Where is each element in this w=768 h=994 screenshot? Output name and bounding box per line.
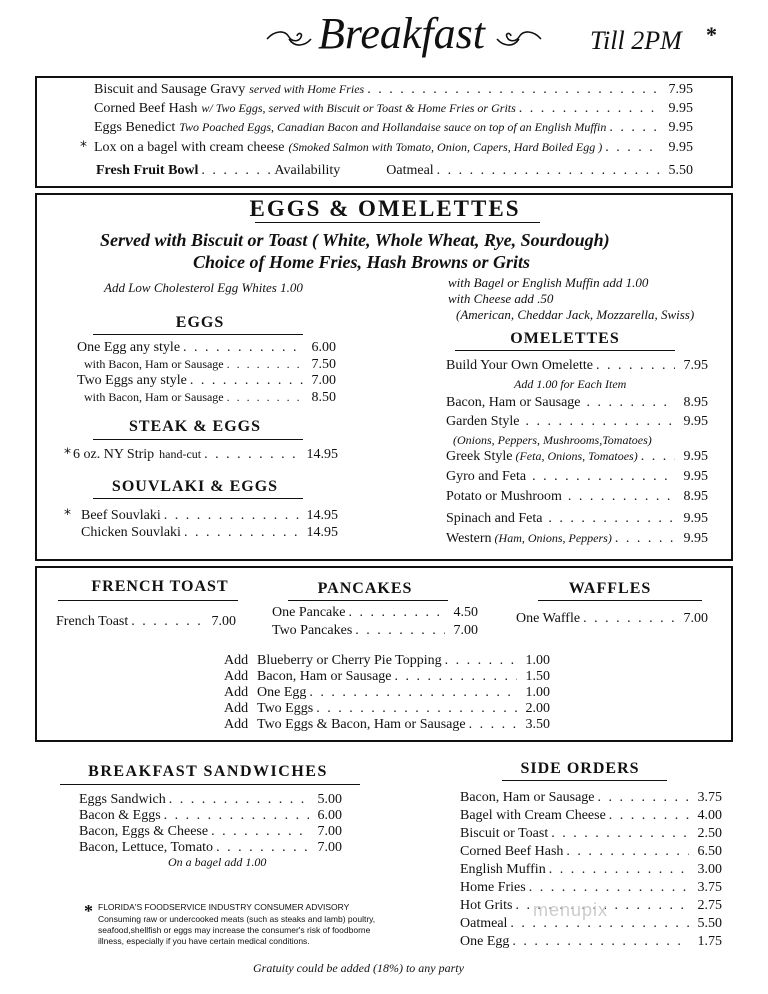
side-dots [598,790,689,806]
side-price: 3.00 [697,862,722,877]
special-dots [605,140,660,156]
special-item [80,120,693,136]
omelette-price: 9.95 [683,469,708,484]
side-orders-title: SIDE ORDERS [520,760,640,777]
sandwich-dots [169,792,309,808]
omelette-price: 8.95 [683,489,708,504]
fruit-bowl-label: Fresh Fruit Bowl [96,163,199,178]
souvlaki-title: SOUVLAKI & EGGS [111,478,279,495]
addon-name: Bacon, Ham or Sausage [257,669,392,684]
pancake-dots [355,623,445,639]
side-name: One Egg [460,934,510,949]
addon-item [224,717,550,733]
sandwich-name: Bacon & Eggs [79,808,161,823]
addon-name: Blueberry or Cherry Pie Topping [257,653,442,668]
omelette-item [446,511,708,527]
addon-label: Add [224,685,249,700]
egg-item-price: 7.00 [311,373,336,388]
special-name: Lox on a bagel with cream cheese [94,140,285,155]
omelette-build [446,358,708,374]
egg-item-dots [227,357,303,372]
side-orders-underline [502,780,667,781]
souvlaki-item [64,507,338,524]
addon-label: Add [224,701,249,716]
addon-price: 1.00 [525,653,550,668]
side-item [460,826,722,842]
side-name: English Muffin [460,862,546,877]
sandwich-item [79,824,342,840]
addon-label: Add [224,669,249,684]
souvlaki-dots [184,525,304,541]
side-name: Oatmeal [460,916,508,931]
omelette-dots [587,395,675,411]
side-dots [549,862,689,878]
special-price: 7.95 [668,82,693,97]
steak-cut: hand-cut [159,447,202,461]
special-dots [519,101,660,117]
side-price: 2.50 [697,826,722,841]
side-price: 5.50 [697,916,722,931]
egg-item-price: 6.00 [311,340,336,355]
omelette-name: Western [446,531,492,546]
souvlaki-name: Beef Souvlaki [81,508,161,523]
oatmeal-dots [437,163,660,179]
omelette-name: Gyro and Feta [446,469,527,484]
side-name: Home Fries [460,880,526,895]
pancakes-underline [288,600,448,601]
special-price: 9.95 [668,140,693,155]
served-with-line: Served with Biscuit or Toast ( White, Whole Wheat, Rye, Sourdough) [100,230,610,250]
pancake-name: One Pancake [272,605,346,620]
egg-item-name: with Bacon, Ham or Sausage [84,357,224,371]
egg-item-name: Two Eggs any style [77,373,187,388]
souvlaki-price: 14.95 [306,525,338,540]
cheese-types-note: (American, Cheddar Jack, Mozzarella, Swiss) [456,307,695,322]
hours-label: Till 2PM [590,26,682,55]
egg-item [77,373,336,389]
addon-dots [469,717,517,733]
omelette-desc: (Ham, Onions, Peppers) [494,531,612,545]
omelette-dots [641,449,675,465]
addon-price: 3.50 [525,717,550,732]
addon-label: Add [224,717,249,732]
special-desc: (Smoked Salmon with Tomato, Onion, Capers, Hard Boiled Egg ) [288,140,603,154]
side-item [460,808,722,824]
pancake-dots [348,605,445,621]
sandwich-dots [216,840,309,856]
addon-price: 2.00 [525,701,550,716]
addon-name: Two Eggs & Bacon, Ham or Sausage [257,717,466,732]
souvlaki-item [64,525,338,541]
egg-item [84,357,336,373]
sandwich-dots [211,824,309,840]
souvlaki-star: * [64,507,71,523]
waffles-underline [538,600,702,601]
sandwich-dots [164,808,309,824]
omelette-name: Garden Style [446,414,520,429]
special-desc: served with Home Fries [249,82,365,96]
steak-price: 14.95 [306,447,338,462]
omelette-price: 9.95 [683,414,708,429]
french-toast-item [56,614,236,630]
special-item [80,82,693,98]
special-desc: w/ Two Eggs, served with Biscuit or Toast & Home Fries or Grits [201,101,516,115]
side-name: Hot Grits [460,898,513,913]
souvlaki-price: 14.95 [306,508,338,523]
sandwich-price: 7.00 [317,840,342,855]
omelette-price: 9.95 [683,449,708,464]
souvlaki-underline [93,498,303,499]
egg-item-dots [227,390,303,405]
waffle-dots [583,611,675,627]
omelette-dots [532,469,675,485]
pancakes-title: PANCAKES [317,580,413,597]
special-item [80,101,693,117]
souvlaki-name: Chicken Souvlaki [81,525,181,540]
omelette-item [446,414,708,430]
pancake-item [272,605,478,621]
omelette-build-dots [596,358,675,374]
availability-label: Availability [274,163,341,178]
sandwiches-underline [60,784,360,785]
steak-name: 6 oz. NY Strip [73,447,155,462]
addon-item [224,669,550,685]
side-name: Bagel with Cream Cheese [460,808,606,823]
eggs-omelettes-underline [255,222,540,223]
addon-dots [395,669,517,685]
addon-item [224,701,550,717]
addon-name: Two Eggs [257,701,314,716]
egg-item [84,390,336,406]
sandwich-name: Bacon, Lettuce, Tomato [79,840,214,855]
french-toast-price: 7.00 [211,614,236,629]
oatmeal-label: Oatmeal [386,163,434,178]
gratuity-note: Gratuity could be added (18%) to any party [253,961,464,975]
addon-dots [316,701,517,717]
eggs-omelettes-title: EGGS & OMELETTES [249,196,521,221]
omelette-dots [615,531,675,547]
omelette-build-name: Build Your Own Omelette [446,358,593,373]
egg-item [77,340,336,356]
flourish-left-icon [265,28,313,50]
omelettes-title: OMELETTES [510,330,620,347]
pancake-price: 4.50 [453,605,478,620]
side-price: 3.75 [697,880,722,895]
omelette-dots [525,414,675,430]
omelette-price: 9.95 [683,511,708,526]
side-dots [609,808,689,824]
special-price: 9.95 [668,120,693,135]
french-toast-name: French Toast [56,614,129,629]
sandwich-price: 5.00 [317,792,342,807]
cheese-note: with Cheese add .50 [448,291,554,306]
advisory-star: * [84,901,93,921]
side-dots [551,826,689,842]
steak-item [64,446,338,463]
addon-name: One Egg [257,685,307,700]
sandwich-price: 7.00 [317,824,342,839]
pancake-price: 7.00 [453,623,478,638]
garden-note: (Onions, Peppers, Mushrooms,Tomatoes) [453,433,652,447]
pancake-item [272,623,478,639]
waffle-price: 7.00 [683,611,708,626]
omelettes-underline [455,350,675,351]
fruit-oatmeal-row [96,163,693,179]
addon-item [224,685,550,701]
omelette-build-price: 7.95 [683,358,708,373]
sandwich-name: Bacon, Eggs & Cheese [79,824,209,839]
french-toast-dots [131,614,203,630]
egg-item-dots [183,340,303,356]
side-dots [512,934,689,950]
eggs-underline [93,334,303,335]
omelette-build-note: Add 1.00 for Each Item [514,377,627,391]
side-dots [529,880,689,896]
omelette-item [446,489,708,505]
omelette-name: Bacon, Ham or Sausage [446,395,581,410]
fruit-dots [201,163,271,179]
watermark: menupix [533,900,609,920]
special-star: * [80,139,87,155]
addon-dots [309,685,517,701]
special-dots [367,82,660,98]
omelette-name: Potato or Mushroom [446,489,562,504]
sandwich-price: 6.00 [317,808,342,823]
omelette-price: 9.95 [683,531,708,546]
side-item [460,934,722,950]
choice-of-line: Choice of Home Fries, Hash Browns or Grits [193,252,531,272]
waffle-name: One Waffle [516,611,581,626]
addon-price: 1.50 [525,669,550,684]
side-item [460,844,722,860]
steak-dots [204,447,303,463]
sandwich-item [79,808,342,824]
eggs-title: EGGS [175,314,225,331]
special-name: Corned Beef Hash [94,101,198,116]
addon-item [224,653,550,669]
advisory-title: FLORIDA'S FOODSERVICE INDUSTRY CONSUMER ADVISORY [98,902,350,912]
steak-eggs-underline [93,439,303,440]
side-dots [566,844,689,860]
special-price: 9.95 [668,101,693,116]
side-item [460,880,722,896]
omelette-item [446,469,708,485]
souvlaki-dots [164,508,304,524]
waffle-item [516,611,708,627]
sandwich-bagel-note: On a bagel add 1.00 [168,855,267,869]
hours-star: * [706,22,717,47]
special-desc: Two Poached Eggs, Canadian Bacon and Hollandaise sauce on top of an English Muffin [179,120,607,134]
side-price: 4.00 [697,808,722,823]
side-price: 1.75 [697,934,722,949]
sandwiches-title: BREAKFAST SANDWICHES [88,763,328,780]
egg-item-price: 7.50 [311,357,336,372]
side-price: 6.50 [697,844,722,859]
special-name: Eggs Benedict [94,120,176,135]
omelette-price: 8.95 [683,395,708,410]
sandwich-item [79,840,342,856]
omelette-item [446,531,708,547]
special-name: Biscuit and Sausage Gravy [94,82,246,97]
side-price: 3.75 [697,790,722,805]
side-price: 2.75 [697,898,722,913]
egg-item-dots [190,373,303,389]
page-title: Breakfast [318,9,485,58]
addon-dots [445,653,517,669]
steak-eggs-title: STEAK & EGGS [128,418,262,435]
omelette-item [446,395,708,411]
bagel-note: with Bagel or English Muffin add 1.00 [448,275,649,290]
pancake-name: Two Pancakes [272,623,353,638]
flourish-right-icon [495,28,543,50]
egg-item-name: with Bacon, Ham or Sausage [84,390,224,404]
omelette-name: Greek Style [446,449,513,464]
addon-label: Add [224,653,249,668]
omelette-item [446,449,708,465]
french-toast-underline [58,600,238,601]
egg-item-price: 8.50 [311,390,336,405]
addon-price: 1.00 [525,685,550,700]
steak-star: * [64,446,71,462]
side-name: Bacon, Ham or Sausage [460,790,595,805]
egg-item-name: One Egg any style [77,340,181,355]
omelette-dots [548,511,675,527]
special-dots [609,120,660,136]
side-name: Corned Beef Hash [460,844,564,859]
french-toast-title: FRENCH TOAST [91,578,229,595]
egg-whites-note: Add Low Cholesterol Egg Whites 1.00 [104,280,303,295]
advisory-text: Consuming raw or undercooked meats (such as steaks and lamb) poultry, seafood,shellfish or eggs may increase the consumer's risk of foodborne illness, especially if you have certain medical conditions. [98,914,376,946]
oatmeal-price: 5.50 [668,163,693,178]
omelette-dots [568,489,675,505]
side-item [460,790,722,806]
side-item [460,862,722,878]
omelette-desc: (Feta, Onions, Tomatoes) [515,449,638,463]
side-name: Biscuit or Toast [460,826,549,841]
sandwich-name: Eggs Sandwich [79,792,166,807]
omelette-name: Spinach and Feta [446,511,543,526]
waffles-title: WAFFLES [568,580,652,597]
special-item [80,139,693,156]
sandwich-item [79,792,342,808]
